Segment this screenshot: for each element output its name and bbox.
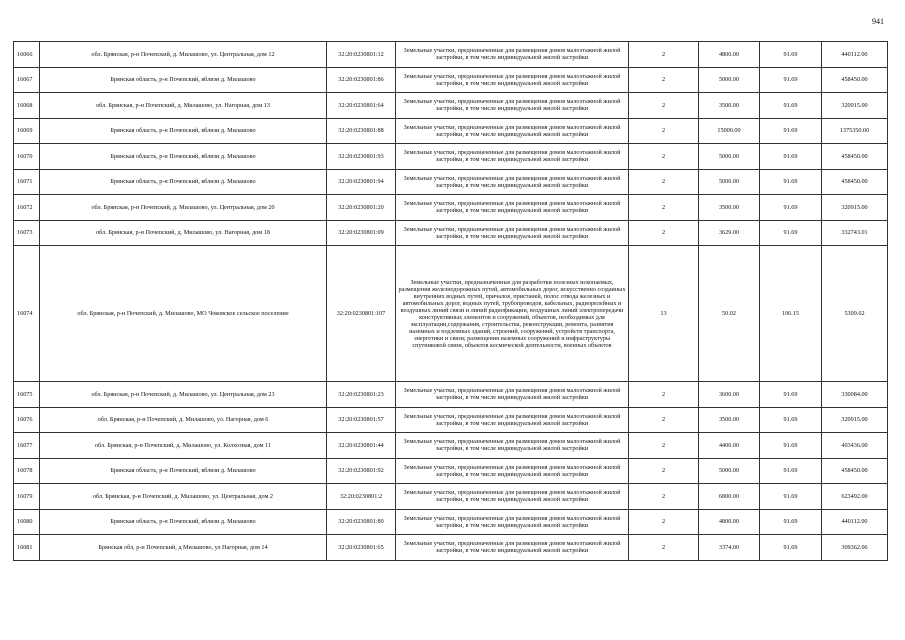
cell-cadastral-value: 458450.00 [822,169,888,195]
cell-group: 2 [629,220,699,246]
cell-land-use: Земельные участки, предназначенные для размещения домов малоэтажной жилой застройки, в том числе индивидуальной жилой застройки [396,535,629,561]
cell-record-id: 16077 [14,433,40,459]
cell-area: 5000.00 [699,169,760,195]
cell-cadastral-number: 32:20:0230801:09 [327,220,396,246]
cell-cadastral-number: 32:20:0230801:93 [327,144,396,170]
cell-rate: 91.69 [760,458,822,484]
cell-area: 4800.00 [699,42,760,68]
cell-group: 2 [629,407,699,433]
cell-rate: 91.69 [760,144,822,170]
cell-record-id: 16078 [14,458,40,484]
cell-group: 2 [629,118,699,144]
cell-group: 2 [629,42,699,68]
cell-area: 3500.00 [699,195,760,221]
cell-address: обл. Брянская, р-н Почепский, д. Милашово, ул. Центральная, дом 20 [40,195,327,221]
cell-address: обл. Брянская, р-н Почепский, д. Милашово, ул. Нагорная, дом 18 [40,220,327,246]
table-row [14,169,888,195]
cell-record-id: 16076 [14,407,40,433]
cell-record-id: 16075 [14,382,40,408]
table-row [14,246,888,382]
cell-record-id: 16073 [14,220,40,246]
cell-cadastral-number: 32:20:0230801:44 [327,433,396,459]
cell-cadastral-number: 32:20:0230801:64 [327,93,396,119]
cell-cadastral-value: 330084.00 [822,382,888,408]
table-row [14,382,888,408]
cell-cadastral-value: 458450.00 [822,67,888,93]
cell-area: 50.02 [699,246,760,382]
cell-cadastral-value: 320915.00 [822,195,888,221]
cell-rate: 106.15 [760,246,822,382]
cell-cadastral-value: 332743.01 [822,220,888,246]
cell-cadastral-number: 32:20:0230801:57 [327,407,396,433]
registry-table [13,41,888,561]
cell-group: 2 [629,433,699,459]
table-row [14,93,888,119]
cell-cadastral-value: 403436.00 [822,433,888,459]
cell-land-use: Земельные участки, предназначенные для размещения домов малоэтажной жилой застройки, в том числе индивидуальной жилой застройки [396,433,629,459]
cell-address: Брянская область, р-н Почепский, вблизи д. Милашово [40,458,327,484]
cell-area: 6800.00 [699,484,760,510]
cell-group: 2 [629,458,699,484]
cell-group: 2 [629,169,699,195]
cell-address: Брянская область, р-н Почепский, вблизи д. Милашово [40,169,327,195]
cell-address: обл. Брянская, р-н Почепский, д. Милашово, ул. Нагорная, дом 13 [40,93,327,119]
cell-cadastral-number: 32:20:0230801:86 [327,67,396,93]
cell-address: обл. Брянская, р-н Почепский, д. Милашово, ул. Центральная, дом 12 [40,42,327,68]
table-row [14,144,888,170]
cell-land-use: Земельные участки, предназначенные для разработки полезных ископаемых, размещения железнодорожных путей, автомобильных дорог, искусственно созданных внутренних водных путей, причалов, пристаней, полос отвода железных и автомобильных дорог, водных путей, трубопроводов, кабельных, радиорелейных и воздушных линий связи и линий радиофикации, воздушных линий электропередачи конструктивных элементов и сооружений, объектов, необходимых для эксплуатации,содержания, строительства, реконструкции, ремонта, развития наземных и подземных зданий, строений, сооружений, устройств транспорта, энергетики и связи; размещения наземных сооружений и инфраструктуры спутниковой связи, объектов космической деятельности, военных объектов [396,246,629,382]
cell-area: 4800.00 [699,509,760,535]
cell-land-use: Земельные участки, предназначенные для размещения домов малоэтажной жилой застройки, в том числе индивидуальной жилой застройки [396,118,629,144]
cell-record-id: 16070 [14,144,40,170]
cell-group: 2 [629,144,699,170]
cell-land-use: Земельные участки, предназначенные для размещения домов малоэтажной жилой застройки, в том числе индивидуальной жилой застройки [396,220,629,246]
cell-rate: 91.69 [760,67,822,93]
cell-group: 2 [629,509,699,535]
cell-cadastral-number: 32:20:0230801:107 [327,246,396,382]
cell-rate: 91.69 [760,535,822,561]
cell-land-use: Земельные участки, предназначенные для размещения домов малоэтажной жилой застройки, в том числе индивидуальной жилой застройки [396,382,629,408]
cell-record-id: 16074 [14,246,40,382]
cell-area: 15000.00 [699,118,760,144]
table-row [14,42,888,68]
cell-record-id: 16068 [14,93,40,119]
cell-area: 3500.00 [699,407,760,433]
table-row [14,195,888,221]
cell-cadastral-number: 32:20:0230801:20 [327,195,396,221]
cell-area: 5000.00 [699,67,760,93]
cell-record-id: 16067 [14,67,40,93]
cell-record-id: 16066 [14,42,40,68]
cell-land-use: Земельные участки, предназначенные для размещения домов малоэтажной жилой застройки, в том числе индивидуальной жилой застройки [396,169,629,195]
cell-rate: 91.69 [760,195,822,221]
cell-rate: 91.69 [760,169,822,195]
table-row [14,67,888,93]
cell-rate: 91.69 [760,118,822,144]
cell-cadastral-number: 32:20:0230801:94 [327,169,396,195]
cell-cadastral-value: 458450.00 [822,458,888,484]
cell-land-use: Земельные участки, предназначенные для размещения домов малоэтажной жилой застройки, в том числе индивидуальной жилой застройки [396,42,629,68]
cell-group: 13 [629,246,699,382]
cell-address: Брянская обл, р-н Почепский, д Милашово, ул Нагорная, дом 14 [40,535,327,561]
cell-land-use: Земельные участки, предназначенные для размещения домов малоэтажной жилой застройки, в том числе индивидуальной жилой застройки [396,195,629,221]
cell-cadastral-value: 440112.00 [822,509,888,535]
table-row [14,484,888,510]
cell-cadastral-value: 458450.00 [822,144,888,170]
page-number: 941 [872,17,884,26]
cell-cadastral-number: 32:20:0230801:65 [327,535,396,561]
cell-address: Брянская область, р-н Почепский, вблизи д. Милашово [40,67,327,93]
cell-record-id: 16081 [14,535,40,561]
cell-land-use: Земельные участки, предназначенные для размещения домов малоэтажной жилой застройки, в том числе индивидуальной жилой застройки [396,407,629,433]
cell-area: 3374.00 [699,535,760,561]
cell-cadastral-number: 32:20:0230801:12 [327,42,396,68]
cell-land-use: Земельные участки, предназначенные для размещения домов малоэтажной жилой застройки, в том числе индивидуальной жилой застройки [396,67,629,93]
cell-group: 2 [629,93,699,119]
cell-area: 3600.00 [699,382,760,408]
cell-address: Брянская область, р-н Почепский, вблизи д. Милашово [40,118,327,144]
cell-area: 3629.00 [699,220,760,246]
cell-group: 2 [629,382,699,408]
cell-address: Брянская область, р-н Почепский, вблизи д. Милашово [40,509,327,535]
cell-address: обл. Брянская, р-н Почепский, д. Милашово, ул. Центральная, дом 2 [40,484,327,510]
cell-cadastral-value: 440112.00 [822,42,888,68]
cell-cadastral-value: 1375350.00 [822,118,888,144]
cell-group: 2 [629,67,699,93]
cell-land-use: Земельные участки, предназначенные для размещения домов малоэтажной жилой застройки, в том числе индивидуальной жилой застройки [396,509,629,535]
cell-rate: 91.69 [760,509,822,535]
cell-record-id: 16079 [14,484,40,510]
cell-address: обл. Брянская, р-н Почепский, д. Милашово, ул. Нагорная, дом 6 [40,407,327,433]
cell-rate: 91.69 [760,407,822,433]
cell-record-id: 16080 [14,509,40,535]
cell-area: 4400.00 [699,433,760,459]
table-row [14,535,888,561]
cell-address: обл. Брянская, р-н Почепский, д. Милашово, МО Чоковское сельское поселение [40,246,327,382]
table-row [14,220,888,246]
cell-group: 2 [629,195,699,221]
table-row [14,118,888,144]
cell-cadastral-value: 5309.62 [822,246,888,382]
cell-land-use: Земельные участки, предназначенные для размещения домов малоэтажной жилой застройки, в том числе индивидуальной жилой застройки [396,144,629,170]
cell-record-id: 16071 [14,169,40,195]
table-row [14,458,888,484]
cell-land-use: Земельные участки, предназначенные для размещения домов малоэтажной жилой застройки, в том числе индивидуальной жилой застройки [396,458,629,484]
cell-rate: 91.69 [760,433,822,459]
table-row [14,407,888,433]
cell-rate: 91.69 [760,484,822,510]
cell-group: 2 [629,484,699,510]
cell-cadastral-number: 32:20:0230801:23 [327,382,396,408]
cell-cadastral-value: 320915.00 [822,407,888,433]
cell-record-id: 16069 [14,118,40,144]
cell-land-use: Земельные участки, предназначенные для размещения домов малоэтажной жилой застройки, в том числе индивидуальной жилой застройки [396,93,629,119]
cell-area: 5000.00 [699,458,760,484]
table-row [14,509,888,535]
cell-rate: 91.69 [760,220,822,246]
cell-cadastral-value: 309362.06 [822,535,888,561]
cell-cadastral-value: 320915.00 [822,93,888,119]
cell-land-use: Земельные участки, предназначенные для размещения домов малоэтажной жилой застройки, в том числе индивидуальной жилой застройки [396,484,629,510]
cell-address: обл. Брянская, р-н Почепский, д. Милашово, ул. Центральная, дом 23 [40,382,327,408]
cell-address: Брянская область, р-н Почепский, вблизи д. Милашово [40,144,327,170]
cell-rate: 91.69 [760,382,822,408]
cell-cadastral-value: 623492.00 [822,484,888,510]
cell-cadastral-number: 32:20:0230801:92 [327,458,396,484]
cell-rate: 91.69 [760,93,822,119]
cell-address: обл. Брянская, р-н Почепский, д. Милашово, ул. Колхозная, дом 11 [40,433,327,459]
cell-cadastral-number: 32:20:0230801:88 [327,118,396,144]
cell-area: 3500.00 [699,93,760,119]
cell-rate: 91.69 [760,42,822,68]
cell-cadastral-number: 32:20:0230801:2 [327,484,396,510]
table-row [14,433,888,459]
cell-group: 2 [629,535,699,561]
cell-area: 5000.00 [699,144,760,170]
cell-record-id: 16072 [14,195,40,221]
cell-cadastral-number: 32:20:0230801:80 [327,509,396,535]
